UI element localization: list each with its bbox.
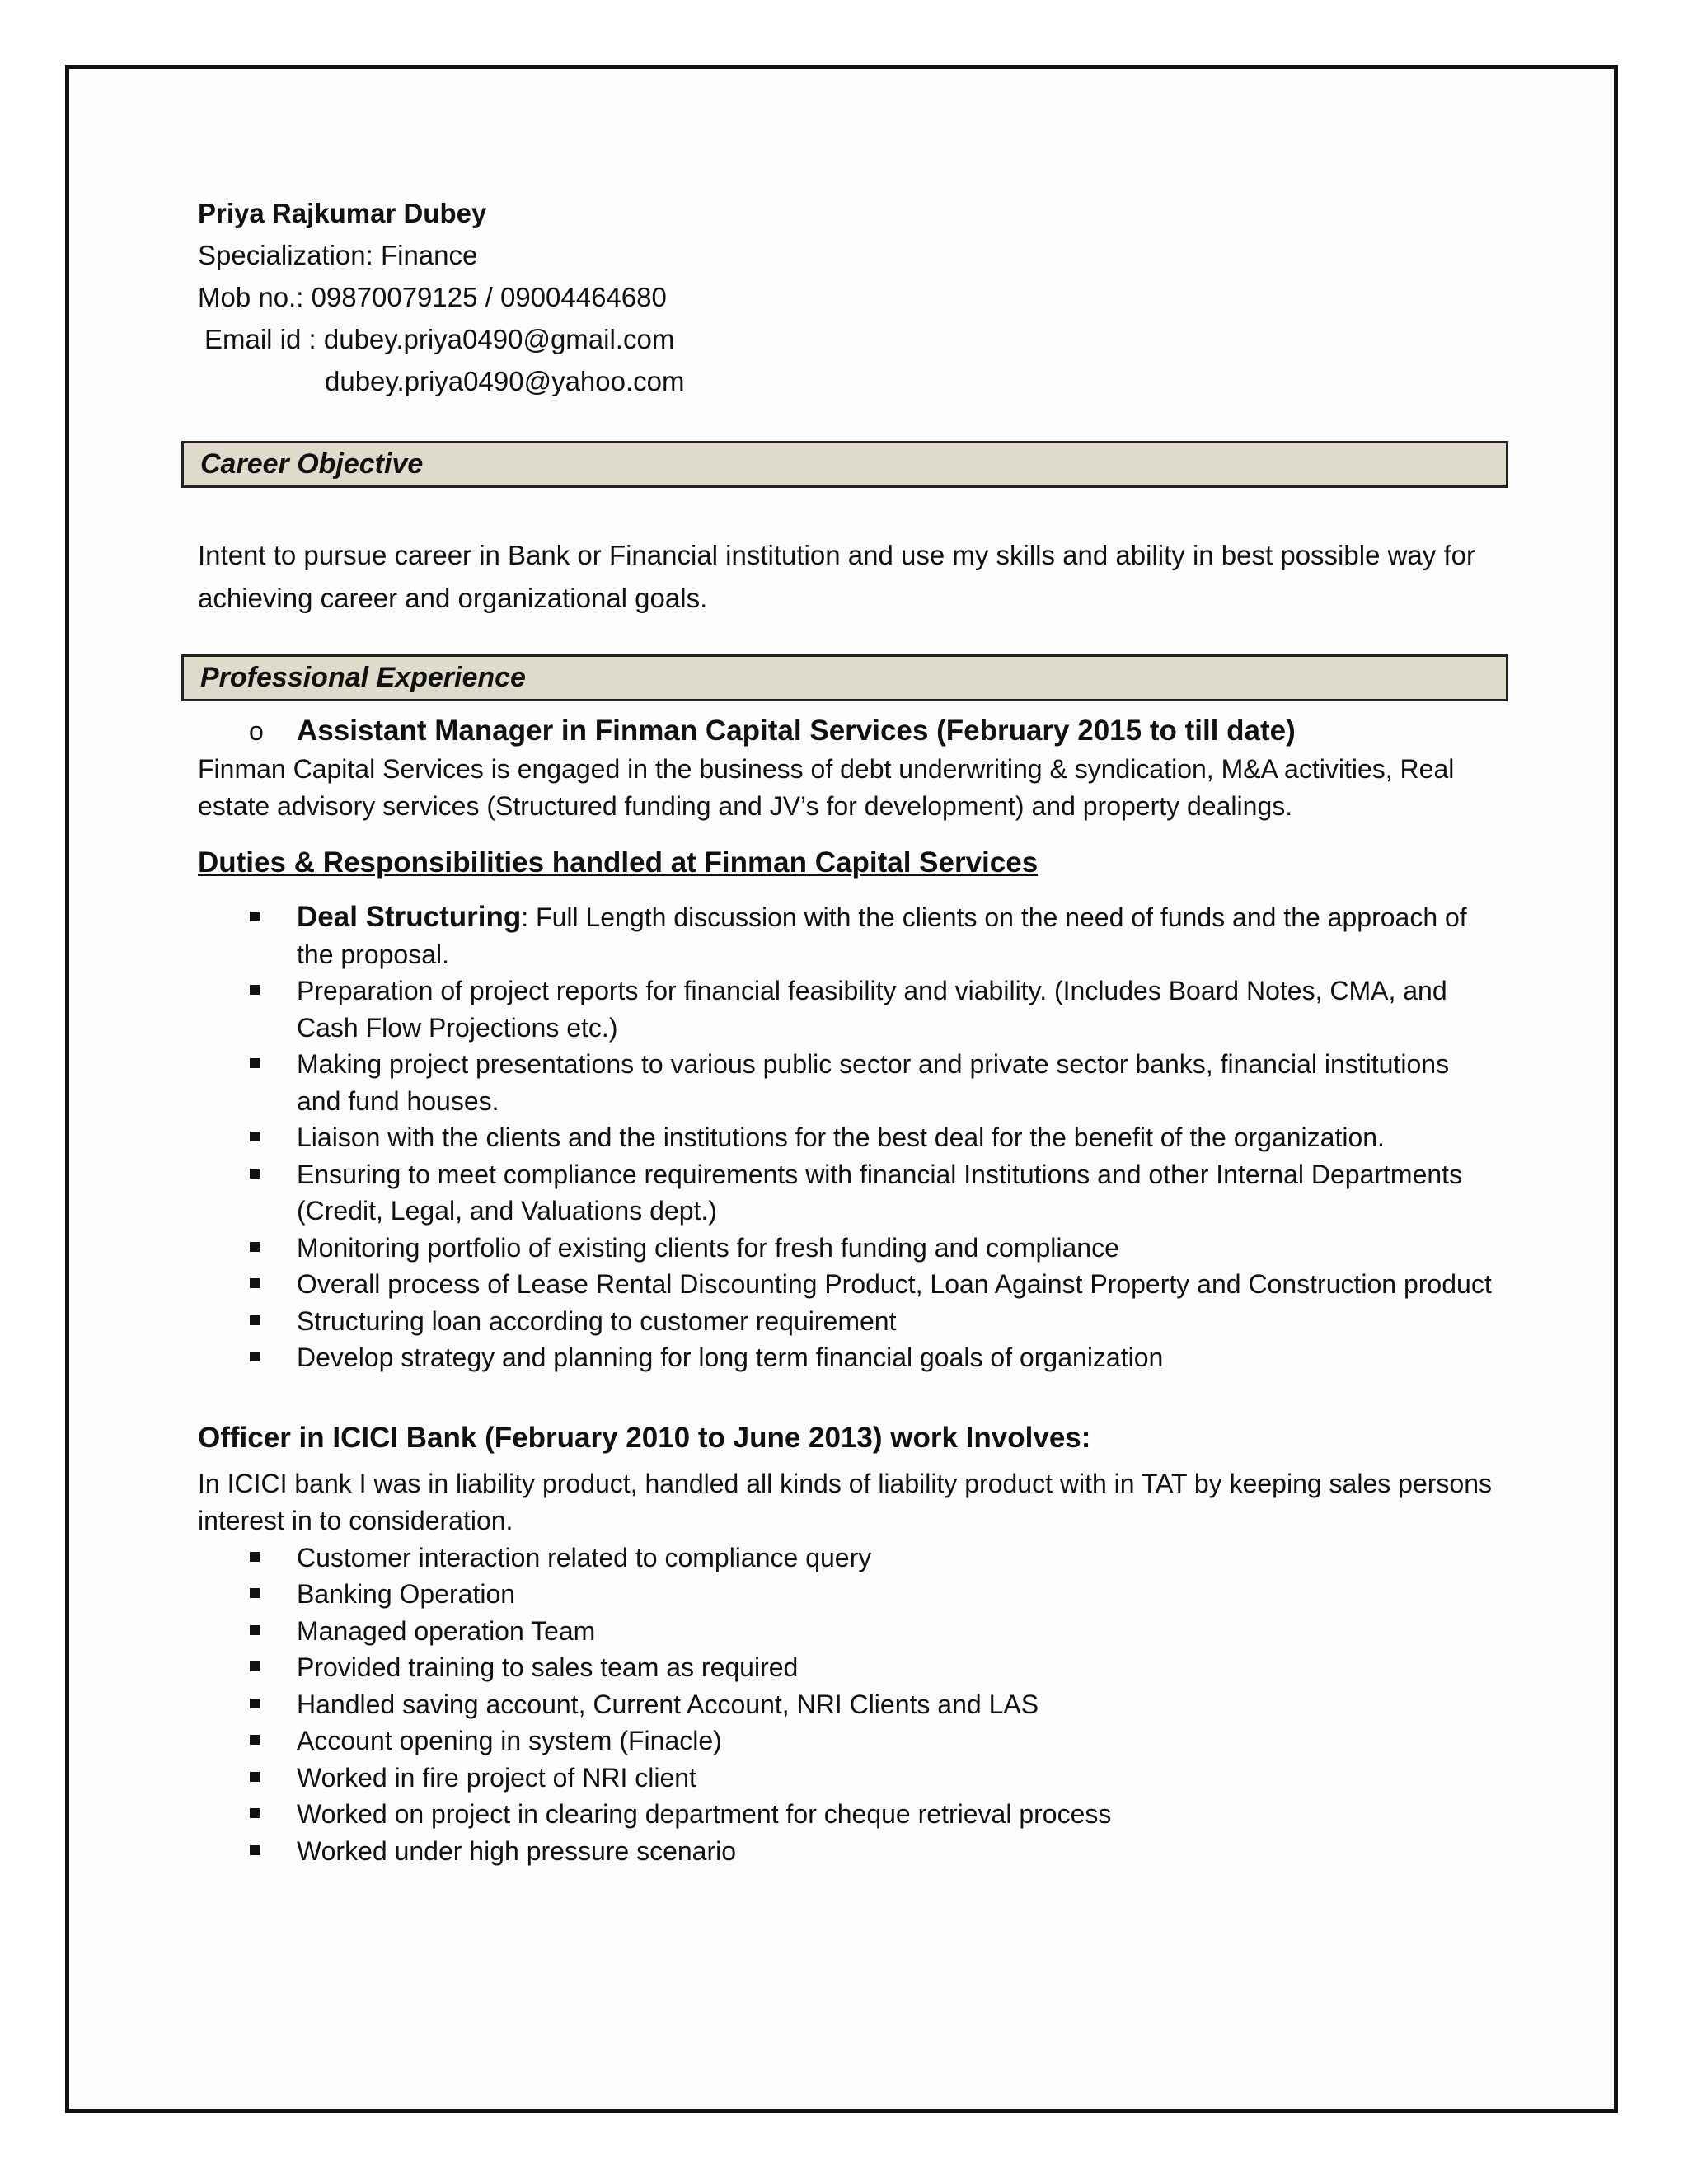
square-bullet-icon <box>250 1132 260 1141</box>
email-secondary: dubey.priya0490@yahoo.com <box>325 366 685 396</box>
square-bullet-icon <box>250 1242 260 1252</box>
list-item <box>198 1266 1500 1303</box>
list-item <box>198 1760 1500 1797</box>
list-item <box>198 1833 1500 1870</box>
duty-text: Structuring loan according to customer requirement <box>297 1305 897 1336</box>
specialization: Specialization: Finance <box>198 240 478 270</box>
duty-text: : Full Length discussion with the clients on the need of funds and the approach of the proposal. <box>297 902 1467 969</box>
duty-text: Worked on project in clearing department for cheque retrieval process <box>297 1799 1112 1829</box>
square-bullet-icon <box>250 1058 260 1068</box>
resume-content <box>198 192 1500 1869</box>
square-bullet-icon <box>250 1661 260 1671</box>
square-bullet-icon <box>250 1808 260 1818</box>
list-item <box>198 1686 1500 1723</box>
list-item <box>198 1119 1500 1156</box>
job-title-finman <box>198 711 1500 751</box>
duties-heading: Duties & Responsibilities handled at Finman Capital Services <box>198 846 1039 879</box>
duty-text: Provided training to sales team as required <box>297 1652 799 1682</box>
career-objective-heading: Career Objective <box>181 441 1508 488</box>
list-item <box>198 899 1500 972</box>
square-bullet-icon <box>250 1625 260 1635</box>
duty-text: Handled saving account, Current Account, NRI Clients and LAS <box>297 1689 1039 1719</box>
finman-duties-list <box>198 899 1500 1376</box>
square-bullet-icon <box>250 1735 260 1745</box>
list-item <box>198 1649 1500 1686</box>
duty-text: Preparation of project reports for financial feasibility and viability. (Includes Board Notes, CMA, and Cash Flow Projections etc.) <box>297 976 1447 1043</box>
list-item <box>198 1156 1500 1230</box>
square-bullet-icon <box>250 1699 260 1708</box>
square-bullet-icon <box>250 1552 260 1562</box>
square-bullet-icon <box>250 1845 260 1855</box>
duty-text: Customer interaction related to compliance query <box>297 1542 872 1572</box>
duty-text: Liaison with the clients and the institutions for the best deal for the benefit of the organization. <box>297 1122 1385 1152</box>
square-bullet-icon <box>250 1315 260 1325</box>
duty-text: Making project presentations to various public sector and private sector banks, financial institutions and fund houses. <box>297 1049 1450 1116</box>
mobile-numbers: Mob no.: 09870079125 / 09004464680 <box>198 282 667 312</box>
duty-text: Worked under high pressure scenario <box>297 1835 737 1866</box>
duty-text: Overall process of Lease Rental Discounting Product, Loan Against Property and Construction product <box>297 1269 1492 1299</box>
square-bullet-icon <box>250 1772 260 1782</box>
duty-text: Develop strategy and planning for long term financial goals of organization <box>297 1343 1164 1372</box>
square-bullet-icon <box>250 1278 260 1288</box>
email-primary: Email id : dubey.priya0490@gmail.com <box>204 324 675 354</box>
career-objective-text: Intent to pursue career in Bank or Financial institution and use my skills and ability in best possible way for achieving career and organizational goals. <box>198 540 1475 613</box>
duty-text: Ensuring to meet compliance requirements with financial Institutions and other Internal Departments (Credit, Legal, and Valuations dept.) <box>297 1159 1463 1226</box>
list-item <box>198 1722 1500 1760</box>
duty-text: Worked in fire project of NRI client <box>297 1762 696 1793</box>
list-item <box>198 1230 1500 1267</box>
candidate-name: Priya Rajkumar Dubey <box>198 198 487 228</box>
square-bullet-icon <box>250 1169 260 1179</box>
list-item <box>198 972 1500 1046</box>
job-title-text: Assistant Manager in Finman Capital Services (February 2015 to till date) <box>297 715 1296 747</box>
square-bullet-icon <box>250 1588 260 1598</box>
icici-duties-list <box>198 1540 1500 1870</box>
square-bullet-icon <box>250 1352 260 1361</box>
list-item <box>198 1303 1500 1340</box>
square-bullet-icon <box>250 985 260 995</box>
duty-text: Banking Operation <box>297 1579 516 1609</box>
duty-text: Monitoring portfolio of existing clients for fresh funding and compliance <box>297 1232 1119 1263</box>
list-item <box>198 1339 1500 1376</box>
square-bullet-icon <box>250 912 260 921</box>
company-description: Finman Capital Services is engaged in the business of debt underwriting & syndication, M&A activities, Real estate advisory services (Structured funding and JV’s for development) and property dealings. <box>198 754 1455 821</box>
list-item <box>198 1796 1500 1833</box>
circle-bullet-icon: o <box>249 716 264 746</box>
professional-experience-heading: Professional Experience <box>181 654 1508 701</box>
duty-lead: Deal Structuring <box>297 901 522 933</box>
job-title-icici: Officer in ICICI Bank (February 2010 to June 2013) work Involves: <box>198 1421 1091 1454</box>
duty-text: Managed operation Team <box>297 1615 596 1646</box>
list-item <box>198 1046 1500 1119</box>
list-item <box>198 1576 1500 1613</box>
list-item <box>198 1540 1500 1577</box>
list-item <box>198 1613 1500 1650</box>
icici-intro: In ICICI bank I was in liability product, handled all kinds of liability product with in TAT by keeping sales persons interest in to consideration. <box>198 1468 1492 1535</box>
contact-header <box>198 192 1500 402</box>
duty-text: Account opening in system (Finacle) <box>297 1726 722 1755</box>
